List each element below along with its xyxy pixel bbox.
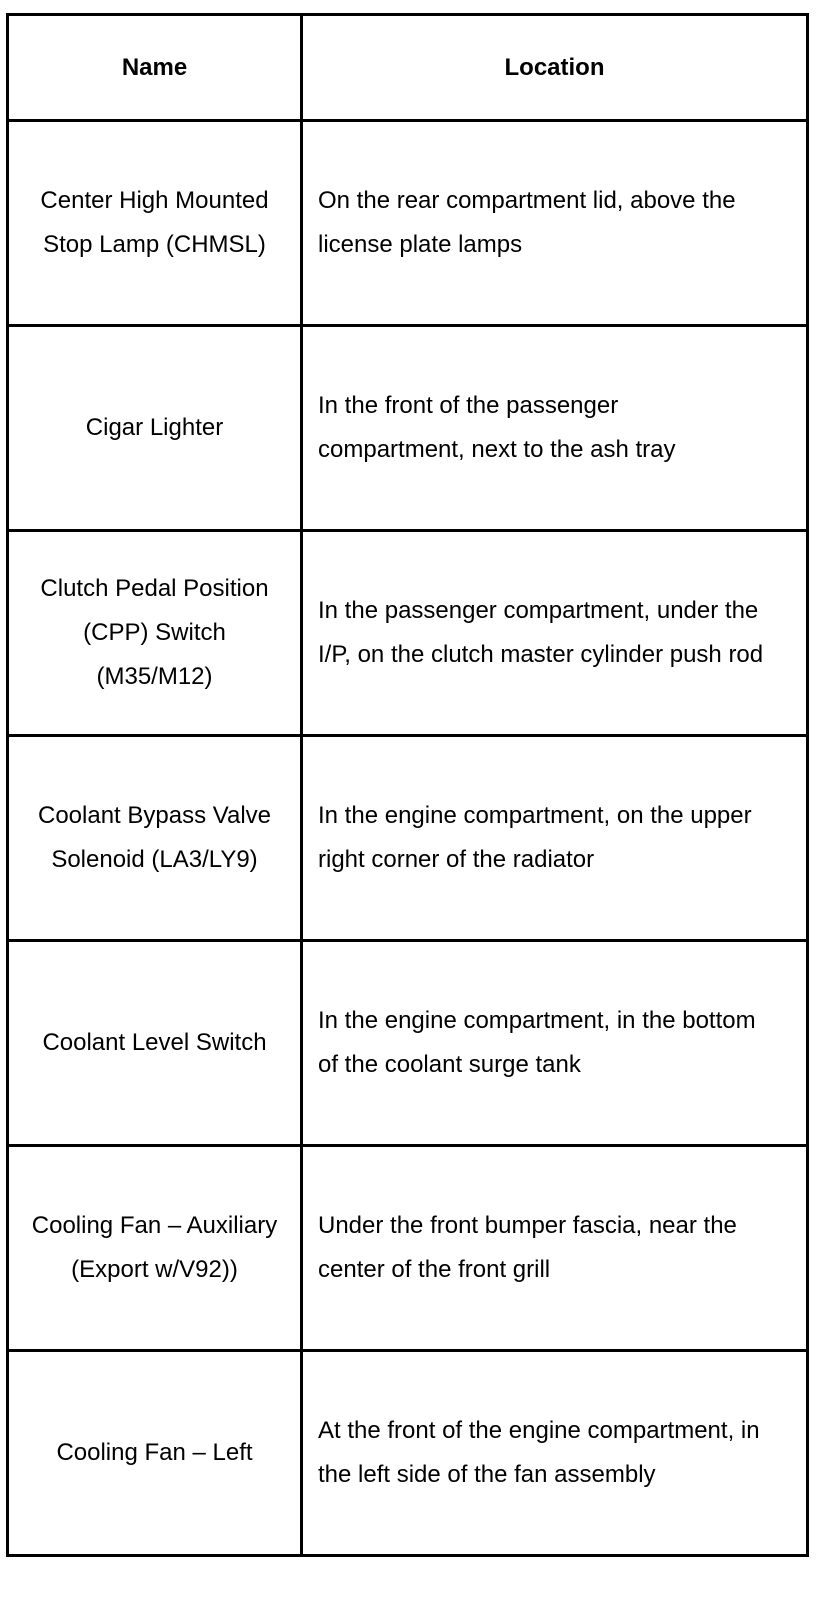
table-row xyxy=(8,121,808,326)
cell-location: On the rear compartment lid, above the license plate lamps xyxy=(302,121,808,326)
cell-name: Coolant Level Switch xyxy=(8,941,302,1146)
cell-name: Cooling Fan – Left xyxy=(8,1351,302,1556)
cell-location: In the front of the passenger compartment, next to the ash tray xyxy=(302,326,808,531)
cell-location: In the engine compartment, in the bottom of the coolant surge tank xyxy=(302,941,808,1146)
cell-name: Coolant Bypass Valve Solenoid (LA3/LY9) xyxy=(8,736,302,941)
cell-name: Clutch Pedal Position (CPP) Switch (M35/M12) xyxy=(8,531,302,736)
table-row xyxy=(8,1146,808,1351)
table-header-row xyxy=(8,15,808,121)
table-row xyxy=(8,941,808,1146)
table-row xyxy=(8,1351,808,1556)
cell-location: In the passenger compartment, under the I/P, on the clutch master cylinder push rod xyxy=(302,531,808,736)
cell-location: Under the front bumper fascia, near the center of the front grill xyxy=(302,1146,808,1351)
cell-name: Cooling Fan – Auxiliary (Export w/V92)) xyxy=(8,1146,302,1351)
component-location-table-container xyxy=(6,13,806,1584)
table-row xyxy=(8,531,808,736)
table-row xyxy=(8,326,808,531)
cell-location: In the engine compartment, on the upper right corner of the radiator xyxy=(302,736,808,941)
table-row xyxy=(8,736,808,941)
cell-location: At the front of the engine compartment, in the left side of the fan assembly xyxy=(302,1351,808,1556)
cell-name: Cigar Lighter xyxy=(8,326,302,531)
cell-name: Center High Mounted Stop Lamp (CHMSL) xyxy=(8,121,302,326)
header-name: Name xyxy=(8,15,302,121)
component-location-table xyxy=(6,13,809,1557)
header-location: Location xyxy=(302,15,808,121)
